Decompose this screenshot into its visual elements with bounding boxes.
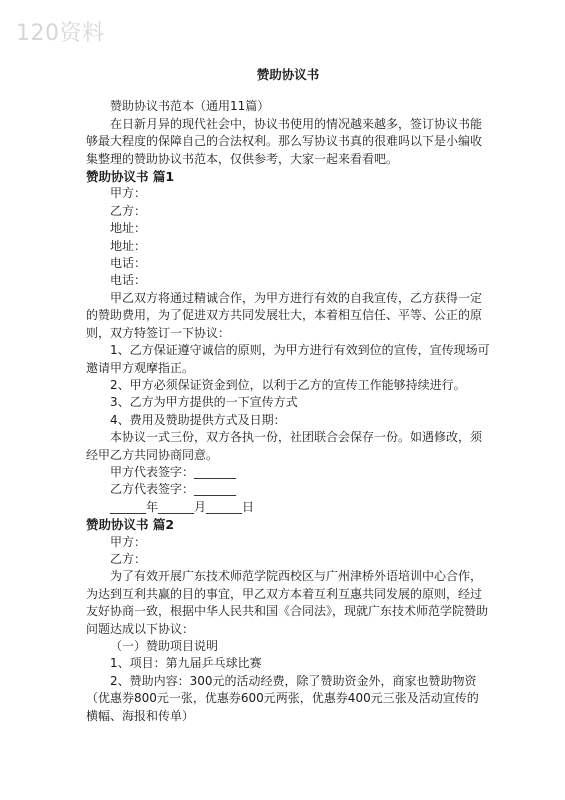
party-a-field: 甲方： (110, 534, 147, 549)
agreement-clause: 3、乙方为甲方提供的一下宣传方式 (110, 395, 298, 410)
section-1-heading: 赞助协议书 篇1 (86, 169, 175, 185)
party-b-field: 乙方： (110, 203, 147, 218)
agreement-clause: 4、费用及赞助提供方式及日期： (110, 412, 286, 427)
agreement-paragraph: 甲乙双方将通过精诚合作，为甲方进行有效的自我宣传，乙方获得一定的赞助费用，为了促进双方共同发展壮大，本着相互信任、平等、公正的原则，双方特签订一下协议： (86, 290, 483, 340)
phone-field: 电话： (110, 256, 147, 271)
section-2 (86, 516, 490, 725)
phone-field: 电话： (110, 273, 147, 288)
agreement-clause: 1、乙方保证遵守诚信的原则，为甲方进行有效到位的宣传，宣传现场可邀请甲方观摩指正。 (86, 343, 490, 375)
agreement-paragraph: 为了有效开展广东技术师范学院西校区与广州津桥外语培训中心合作，为达到互利共赢的目的事宜，甲乙双方本着互利互惠共同发展的原则，经过友好协商一致，根据中华人民共和国《合同法》，现就广东技术师范学院赞助问题达成以下协议： (86, 569, 489, 636)
section-2-heading: 赞助协议书 篇2 (86, 517, 175, 533)
signature-party-b: 乙方代表签字：_______ (110, 482, 237, 497)
section-1 (86, 168, 490, 516)
agreement-paragraph: 本协议一式三份，双方各执一份，社团联合会保存一份。如遇修改，须经甲乙方共同协商同意。 (86, 430, 483, 462)
document-title: 赞助协议书 (256, 67, 320, 82)
address-field: 地址： (110, 238, 147, 253)
intro-subtitle: 赞助协议书范本（通用11篇） (110, 99, 270, 114)
intro-paragraph: 在日新月异的现代社会中，协议书使用的情况越来越多，签订协议书能够最大程度的保障自己的合法权利。那么写协议书真的很难吗以下是小编收集整理的赞助协议书范本，仅供参考，大家一起来看看吧。 (86, 116, 483, 166)
party-a-field: 甲方： (110, 186, 147, 201)
address-field: 地址： (110, 221, 147, 236)
subsection-heading: （一）赞助项目说明 (110, 639, 219, 653)
document-page (86, 66, 490, 725)
party-b-field: 乙方： (110, 551, 147, 566)
date-line: ______年______月______日 (110, 499, 255, 514)
signature-party-a: 甲方代表签字：_______ (110, 464, 237, 479)
agreement-clause: 2、甲方必须保证资金到位，以利于乙方的宣传工作能够持续进行。 (110, 377, 466, 392)
agreement-clause: 2、赞助内容：300元的活动经费，除了赞助资金外，商家也赞助物资（优惠券800元一张，优惠券600元两张，优惠券400元三张及活动宣传的横幅、海报和传单） (86, 673, 479, 723)
agreement-clause: 1、项目：第九届乒乓球比赛 (110, 656, 262, 671)
watermark-logo: 120资料 (16, 21, 105, 46)
